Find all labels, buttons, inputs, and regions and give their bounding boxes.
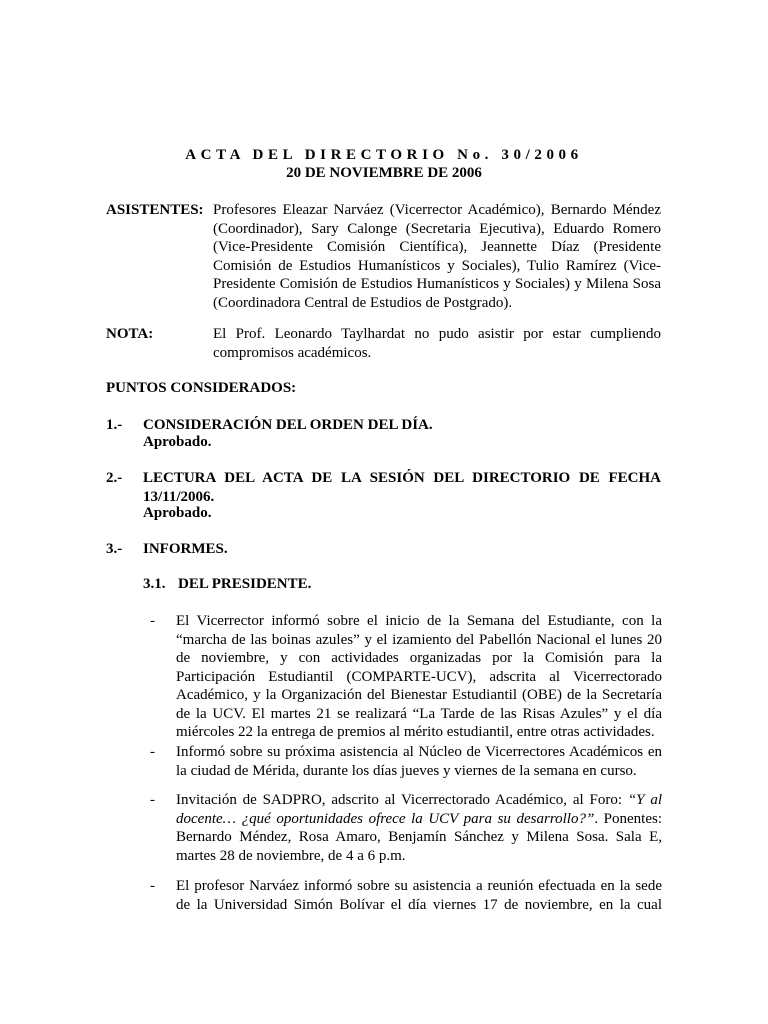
document-title: ACTA DEL DIRECTORIO No. 30/2006 [185,147,583,163]
text-line [176,791,662,810]
text-line: “marcha de las boinas azules” y el izamiento del Pabellón Nacional el lunes 20 [176,631,662,648]
bullet-marker: - [150,792,155,808]
bullet-marker: - [150,878,155,894]
text-line: compromisos académicos. [213,344,372,361]
punto-result: Aprobado. [143,505,212,521]
punto-number: 2.- [106,470,123,486]
text-line: El Vicerrector informó sobre el inicio de la Semana del Estudiante, con la [176,613,662,629]
text-line: LECTURA DEL ACTA DE LA SESIÓN DEL DIRECTORIO DE FECHA [143,470,661,486]
text-run: Invitación de SADPRO, adscrito al Vicerrectorado Académico, al Foro: [176,792,623,808]
list-item [176,791,662,865]
text-line: Participación Estudiantil (COMPARTE-UCV), adscrita al Vicerrectorado [176,668,662,685]
text-line: la ciudad de Mérida, durante los días jueves y viernes de la semana en curso. [176,762,637,779]
asistentes-label: ASISTENTES: [106,202,204,218]
list-item [176,612,662,742]
text-line: El Prof. Leonardo Taylhardat no pudo asistir por estar cumpliendo [213,326,661,342]
puntos-heading: PUNTOS CONSIDERADOS: [106,380,297,396]
text-line: (Vice-Presidente Comisión Científica), Jeannette Díaz (Presidente [213,239,661,255]
subsection-title: DEL PRESIDENTE. [178,576,312,592]
nota-text [213,325,661,362]
text-line: Comisión de Estudios Humanísticos y Sociales), Tulio Ramírez (Vice- [213,257,661,274]
text-line [176,810,662,829]
punto-title: CONSIDERACIÓN DEL ORDEN DEL DÍA. [143,417,433,433]
punto-title [143,469,661,506]
text-line: Académico, y la Organización del Bienestar Estudiantil (OBE) de la Secretaría [176,687,662,703]
text-run: . Ponentes: [594,810,662,827]
text-line: miércoles 22 la entrega de premios al mérito estudiantil, entre otras actividades. [176,724,655,740]
punto-number: 1.- [106,417,123,433]
bullet-marker: - [150,613,155,629]
bullet-marker: - [150,744,155,760]
text-line: Bernardo Méndez, Rosa Amaro, Benjamín Sánchez y Milena Sosa. Sala E, [176,829,662,845]
text-line: Presidente Comisión de Estudios Humanísticos y Sociales) y Milena Sosa [213,276,661,292]
text-line: 13/11/2006. [143,488,215,505]
list-item [176,743,662,780]
text-line: martes 28 de noviembre, de 4 a 6 p.m. [176,847,406,864]
document-date: 20 DE NOVIEMBRE DE 2006 [286,165,482,181]
asistentes-text [213,201,661,312]
text-line: (Coordinador), Sary Calonge (Secretaria Ejecutiva), Eduardo Romero [213,220,661,237]
list-item [176,877,662,914]
text-line: Informó sobre su próxima asistencia al Núcleo de Vicerrectores Académicos en [176,744,662,760]
nota-label: NOTA: [106,326,154,342]
text-line: de la Universidad Simón Bolívar el día viernes 17 de noviembre, en la cual [176,896,662,913]
text-line: El profesor Narváez informó sobre su asistencia a reunión efectuada en la sede [176,878,662,894]
text-line: de noviembre, y con actividades organizadas por la Comisión para la [176,650,662,666]
text-line: (Coordinadora Central de Estudios de Postgrado). [213,294,513,311]
punto-number: 3.- [106,541,123,557]
punto-title: INFORMES. [143,541,228,557]
italic-run: docente… ¿qué oportunidades ofrece la UCV para su desarrollo?” [176,810,595,827]
subsection-number: 3.1. [143,576,166,592]
text-line: de la UCV. El martes 21 se realizará “La Tarde de las Risas Azules” y el día [176,705,662,722]
italic-run: “Y al [627,792,662,808]
text-line: Profesores Eleazar Narváez (Vicerrector Académico), Bernardo Méndez [213,202,661,218]
punto-result: Aprobado. [143,434,212,450]
